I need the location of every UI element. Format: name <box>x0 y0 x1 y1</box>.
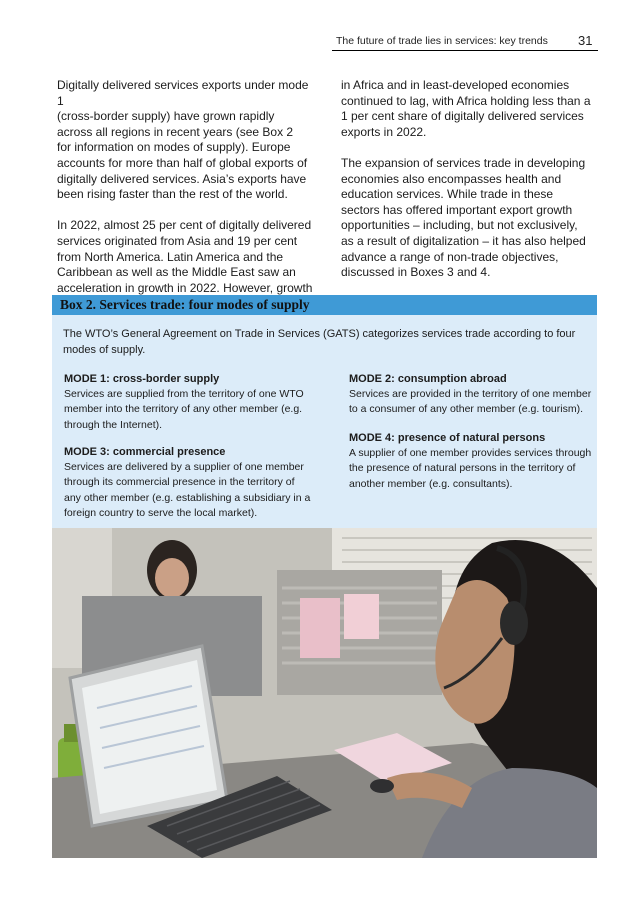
mode-heading: MODE 1: cross-border supply <box>64 373 220 385</box>
mode-heading: MODE 3: commercial presence <box>64 446 226 458</box>
box-2-panel <box>52 295 597 528</box>
mode-3-block <box>64 445 319 521</box>
body-paragraph: Digitally delivered services exports under mode 1 (cross-border supply) have grown rapidly across all regions in recent years (see Box 2 for information on modes of supply). Europe accounts for more than half of global exports of digitally delivered services. Asia’s exports have been rising faster than the rest of the world. <box>57 78 309 202</box>
mode-text: A supplier of one member provides services through the presence of natural persons in the territory of another member (e.g. consultants). <box>349 447 592 490</box>
mode-4-block <box>349 431 594 492</box>
call-center-illustration <box>52 528 597 858</box>
box-title-bar <box>52 295 597 315</box>
body-paragraph: In 2022, almost 25 per cent of digitally delivered services originated from Asia and 19 per cent from North America. Latin America and the Caribbean as well as the Middle East saw an acceleration in growth in 2022. However, growth <box>57 218 313 295</box>
mode-heading: MODE 2: consumption abroad <box>349 373 507 385</box>
box-intro: The WTO’s General Agreement on Trade in Services (GATS) categorizes services trade according to four modes of supply. <box>63 328 576 356</box>
mode-text: Services are provided in the territory of one member to a consumer of any other member (e.g. tourism). <box>349 388 592 416</box>
mode-heading: MODE 4: presence of natural persons <box>349 432 546 444</box>
mode-text: Services are supplied from the territory of one WTO member into the territory of any other member (e.g. through the Internet). <box>64 388 304 431</box>
mode-text: Services are delivered by a supplier of one member through its commercial presence in the territory of any other member (e.g. establishing a subsidiary in a foreign country to serve the local market). <box>64 461 311 519</box>
box-title: Box 2. Services trade: four modes of supply <box>60 297 310 312</box>
mode-2-block <box>349 372 594 418</box>
mode-1-block <box>64 372 319 433</box>
body-paragraph: The expansion of services trade in developing economies also encompasses health and education services. While trade in these sectors has offered important export growth opportunities – including, but not exclusively, as a result of digitalization – it has also helped advance a range of non-trade objectives, discussed in Boxes 3 and 4. <box>341 155 586 280</box>
body-right-column <box>341 78 599 296</box>
call-center-photo <box>52 528 597 858</box>
running-head: The future of trade lies in services: key trends <box>336 35 548 47</box>
body-paragraph: in Africa and in least-developed economies continued to lag, with Africa holding less than a 1 per cent share of digitally delivered services exports in 2022. <box>341 78 591 139</box>
body-left-column <box>57 78 317 312</box>
page-number: 31 <box>578 33 593 48</box>
header-rule <box>332 50 598 51</box>
